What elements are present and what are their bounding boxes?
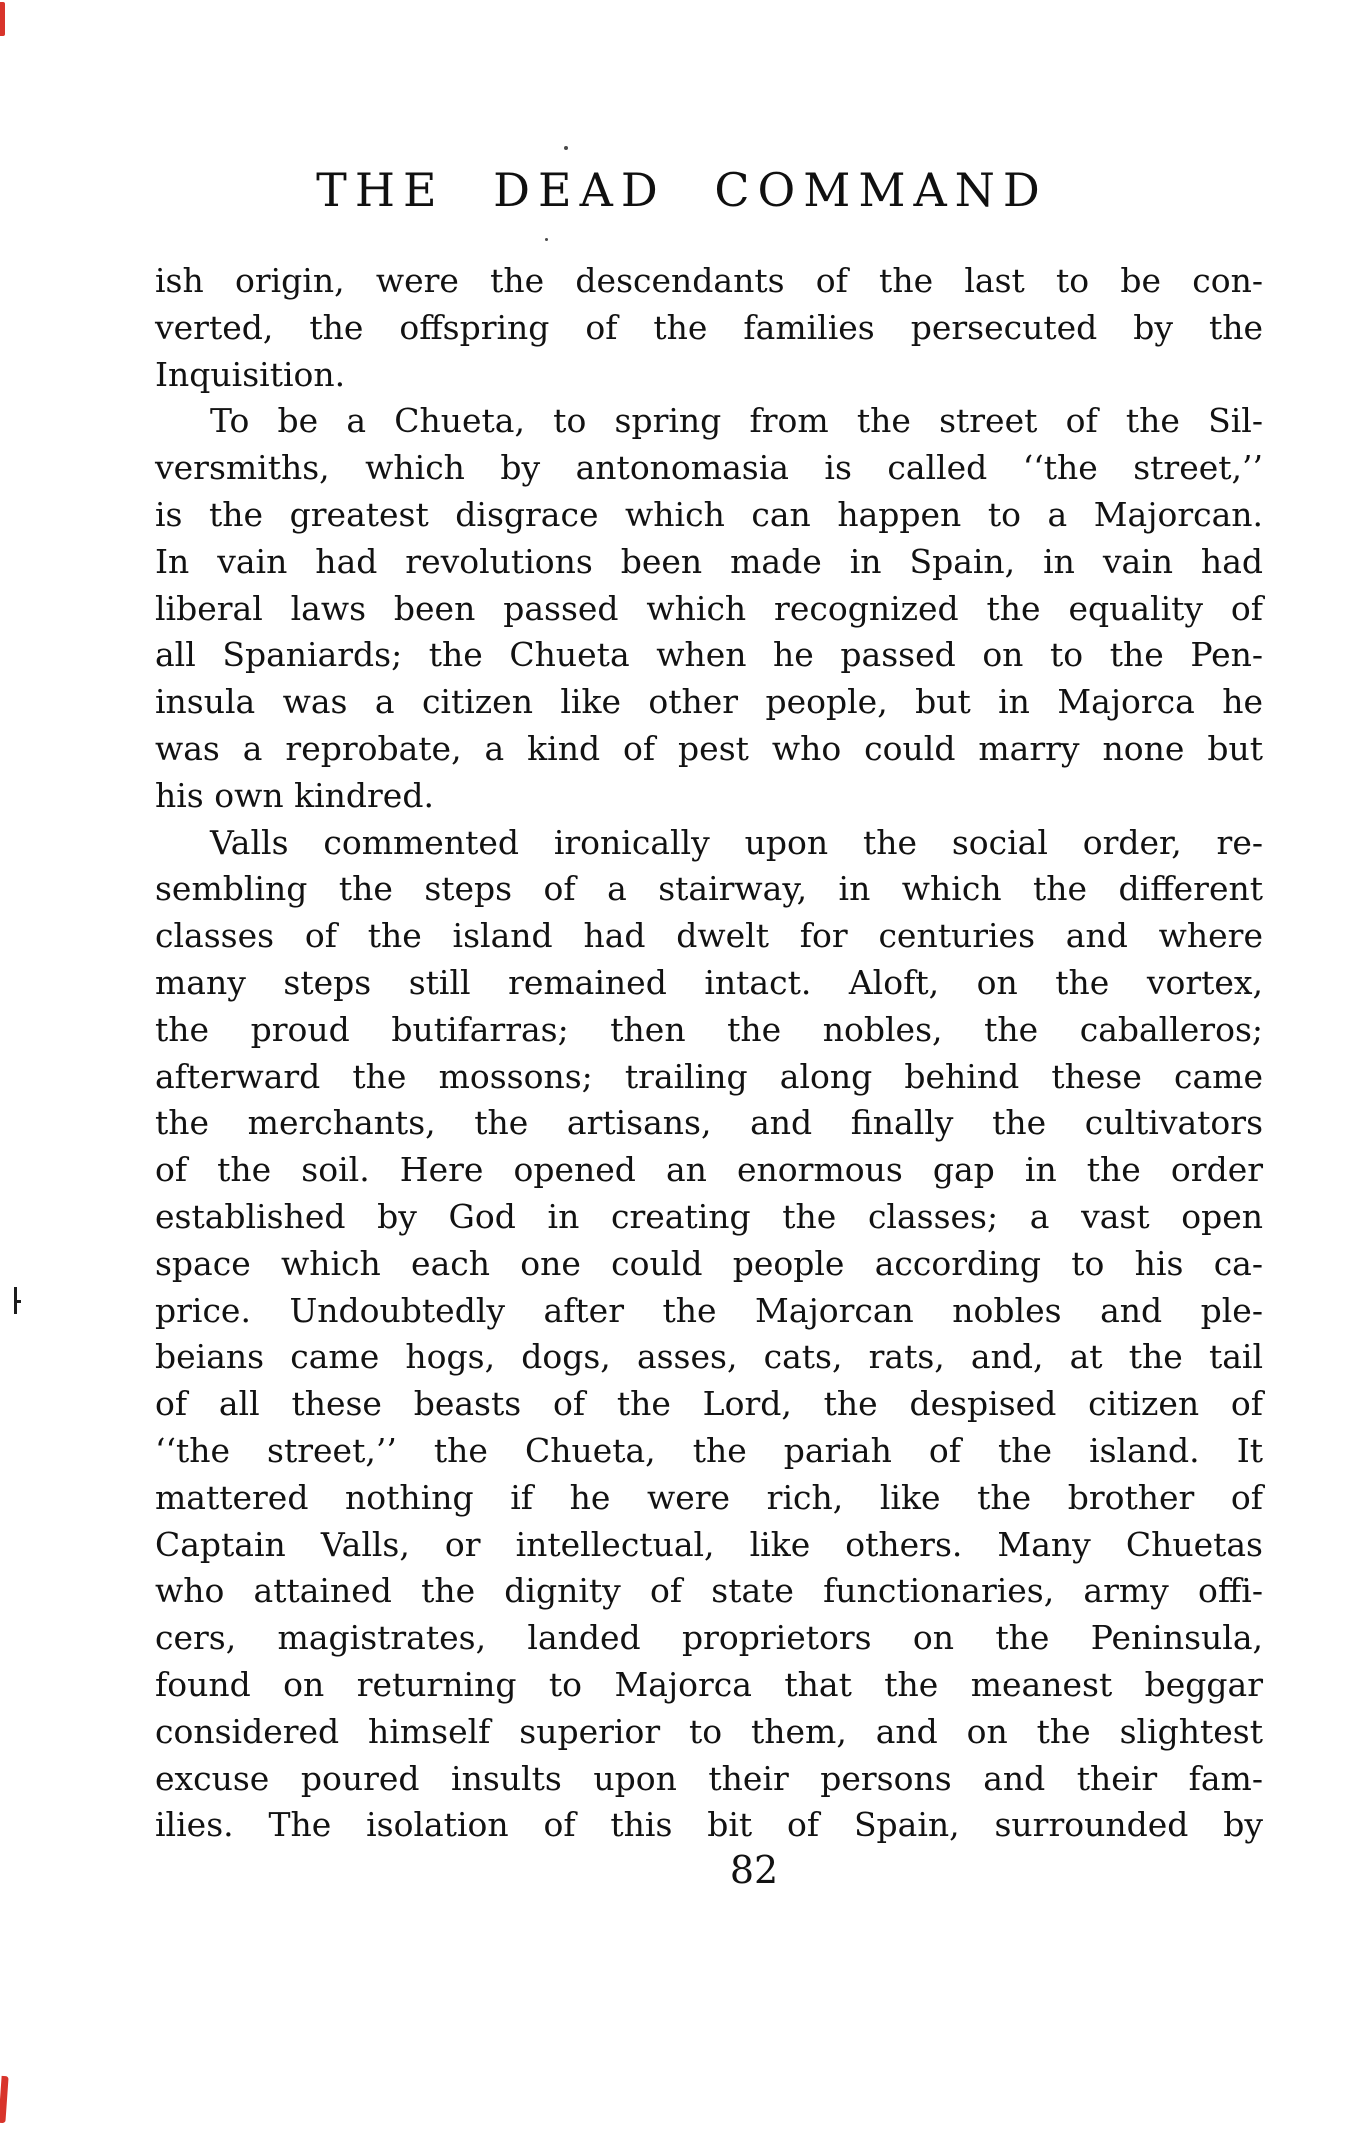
text-line: insula was a citizen like other people, but in Majorca he — [155, 682, 1263, 722]
text-line: Captain Valls, or intellectual, like others. Many Chuetas — [155, 1524, 1263, 1564]
text-line: liberal laws been passed which recognized the equality of — [155, 588, 1263, 628]
scan-artifact-red-top — [0, 2, 5, 36]
scan-artifact-red-bottom — [0, 2076, 9, 2123]
text-line: of all these beasts of the Lord, the despised citizen of — [155, 1384, 1263, 1424]
text-line: ‘‘the street,’’ the Chueta, the pariah of the island. It — [155, 1430, 1263, 1470]
text-line: established by God in creating the classes; a vast open — [155, 1196, 1263, 1236]
text-line: In vain had revolutions been made in Spain, in vain had — [155, 541, 1263, 581]
text-line: of the soil. Here opened an enormous gap in the order — [155, 1150, 1263, 1190]
body-text — [155, 258, 1263, 1849]
text-line: To be a Chueta, to spring from the street of the Sil- — [210, 401, 1263, 441]
text-line: his own kindred. — [155, 775, 434, 815]
text-line: versmiths, which by antonomasia is called ‘‘the street,’’ — [155, 448, 1263, 488]
scan-artifact-margin-tick — [14, 1287, 17, 1314]
text-line: classes of the island had dwelt for centuries and where — [155, 916, 1263, 956]
text-line: considered himself superior to them, and on the slightest — [155, 1711, 1263, 1751]
text-line: cers, magistrates, landed proprietors on the Peninsula, — [155, 1618, 1263, 1658]
text-line: sembling the steps of a stairway, in which the different — [155, 869, 1263, 909]
text-line: Inquisition. — [155, 354, 346, 394]
text-line: excuse poured insults upon their persons and their fam- — [155, 1758, 1263, 1798]
text-line: beians came hogs, dogs, asses, cats, rats, and, at the tail — [155, 1337, 1263, 1377]
text-line: Valls commented ironically upon the social order, re- — [210, 822, 1263, 862]
text-line: was a reprobate, a kind of pest who could marry none but — [155, 728, 1263, 768]
text-line: price. Undoubtedly after the Majorcan nobles and ple- — [155, 1290, 1263, 1330]
text-line: is the greatest disgrace which can happen to a Majorcan. — [155, 494, 1263, 534]
text-line: afterward the mossons; trailing along behind these came — [155, 1056, 1263, 1096]
text-line: all Spaniards; the Chueta when he passed on to the Pen- — [155, 635, 1263, 675]
scan-speck — [564, 146, 568, 150]
page-title: THE DEAD COMMAND — [316, 163, 1048, 217]
text-line: space which each one could people according to his ca- — [155, 1243, 1263, 1283]
page-number: 82 — [729, 1848, 779, 1892]
scan-speck — [545, 238, 548, 241]
text-line: verted, the offspring of the families persecuted by the — [155, 307, 1263, 347]
text-line: ilies. The isolation of this bit of Spain, surrounded by — [155, 1805, 1263, 1845]
text-line: mattered nothing if he were rich, like the brother of — [155, 1477, 1263, 1517]
text-line: the merchants, the artisans, and finally the cultivators — [155, 1103, 1263, 1143]
text-line: who attained the dignity of state functionaries, army offi- — [155, 1571, 1263, 1611]
text-line: found on returning to Majorca that the meanest beggar — [155, 1664, 1263, 1704]
text-line: many steps still remained intact. Aloft, on the vortex, — [155, 962, 1263, 1002]
text-line: ish origin, were the descendants of the last to be con- — [155, 261, 1263, 300]
text-line: the proud butifarras; then the nobles, the caballeros; — [155, 1009, 1263, 1049]
